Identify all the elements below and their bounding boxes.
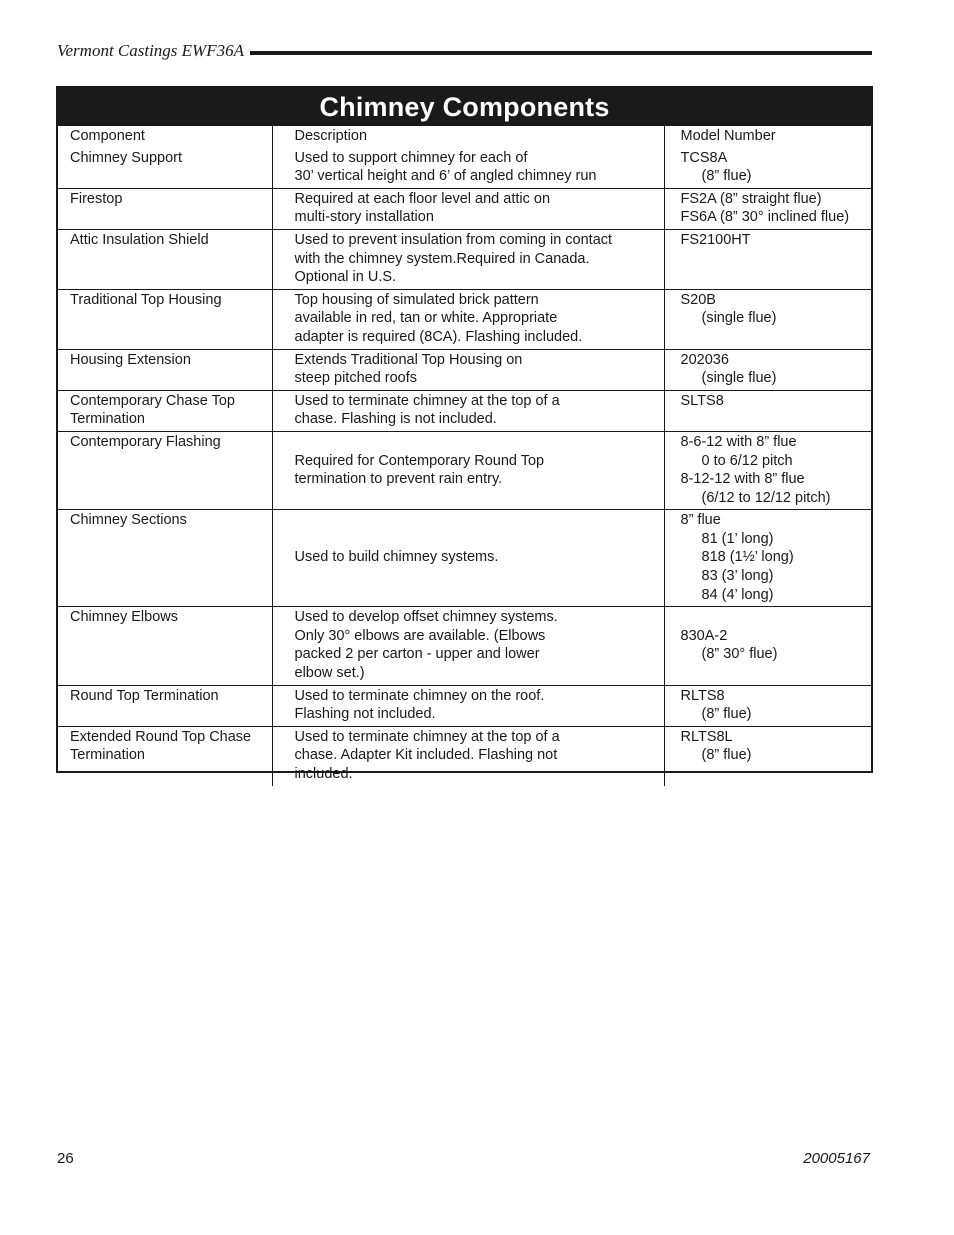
- description-text: termination to prevent rain entry.: [294, 471, 503, 488]
- model-detail-text: (6/12 to 12/12 pitch): [701, 489, 831, 506]
- model-number-text: FS6A (8” 30° inclined flue): [680, 209, 850, 226]
- table-row: [58, 349, 871, 390]
- model-number-text: S20B: [680, 291, 716, 308]
- model-number-text: RLTS8L: [680, 728, 733, 745]
- model-number-text: RLTS8: [680, 687, 725, 704]
- model-detail-text: (8” 30° flue): [701, 646, 778, 663]
- table-row: [58, 148, 871, 189]
- component-text: Housing Extension: [70, 351, 191, 368]
- cell-component: [58, 349, 272, 390]
- cell-model-number: [664, 431, 871, 509]
- table-title: Chimney Components: [58, 88, 871, 126]
- doc-number: 20005167: [803, 1150, 870, 1167]
- model-number-text: FS2100HT: [680, 231, 751, 248]
- model-detail-text: (single flue): [701, 310, 777, 327]
- cell-model-number: [664, 188, 871, 229]
- table-row: [58, 726, 871, 785]
- model-detail-text: 81 (1’ long): [701, 530, 774, 547]
- cell-component: [58, 188, 272, 229]
- cell-description: [272, 607, 664, 685]
- description-text: chase. Adapter Kit included. Flashing not: [294, 747, 558, 764]
- cell-component: [58, 607, 272, 685]
- description-text: 30’ vertical height and 6’ of angled chimney run: [294, 168, 597, 185]
- column-header-model: Model Number: [680, 128, 776, 144]
- component-text: Termination: [70, 747, 145, 764]
- cell-description: [272, 390, 664, 431]
- model-number-text: 8-12-12 with 8” flue: [680, 471, 805, 488]
- model-detail-text: 83 (3’ long): [701, 568, 774, 585]
- description-text: Used to terminate chimney at the top of a: [294, 728, 560, 745]
- cell-component: [58, 289, 272, 349]
- description-text: included.: [294, 766, 353, 782]
- description-text: adapter is required (8CA). Flashing included.: [294, 328, 583, 345]
- cell-description: [272, 148, 664, 189]
- model-number-text: 8” flue: [680, 512, 721, 529]
- page-number: 26: [57, 1150, 74, 1167]
- component-text: Termination: [70, 411, 145, 428]
- cell-component: [58, 390, 272, 431]
- component-text: Extended Round Top Chase: [70, 728, 252, 745]
- model-detail-text: (8” flue): [701, 706, 752, 723]
- description-text: Used to develop offset chimney systems.: [294, 609, 558, 626]
- cell-model-number: [664, 607, 871, 685]
- header-rule: [250, 51, 872, 55]
- cell-description: [272, 431, 664, 509]
- description-text: Required for Contemporary Round Top: [294, 452, 545, 469]
- model-detail-text: 818 (1½’ long): [701, 549, 794, 566]
- cell-model-number: [664, 289, 871, 349]
- cell-model-number: [664, 229, 871, 289]
- cell-component: [58, 510, 272, 607]
- description-text: multi-story installation: [294, 209, 434, 226]
- cell-model-number: [664, 685, 871, 726]
- components-grid: [58, 126, 871, 786]
- header-title: Vermont Castings EWF36A: [57, 41, 244, 60]
- cell-component: [58, 431, 272, 509]
- column-header-component: Component: [58, 126, 272, 148]
- component-text: Chimney Support: [70, 149, 183, 166]
- description-text: packed 2 per carton - upper and lower: [294, 646, 540, 663]
- description-text: Used to prevent insulation from coming in contact: [294, 231, 613, 248]
- cell-description: [272, 188, 664, 229]
- cell-component: [58, 685, 272, 726]
- description-text: Flashing not included.: [294, 706, 436, 723]
- model-number-text: 830A-2: [680, 627, 728, 644]
- description-text: Used to terminate chimney on the roof.: [294, 687, 545, 704]
- component-text: Attic Insulation Shield: [70, 231, 209, 248]
- component-text: Chimney Elbows: [70, 609, 178, 626]
- table-row: [58, 390, 871, 431]
- cell-component: [58, 726, 272, 785]
- table-row: [58, 431, 871, 509]
- table-row: [58, 510, 871, 607]
- component-text: Contemporary Flashing: [70, 433, 221, 450]
- component-text: Contemporary Chase Top: [70, 392, 235, 409]
- description-text: Top housing of simulated brick pattern: [294, 291, 539, 308]
- description-text: Used to support chimney for each of: [294, 149, 528, 166]
- cell-component: [58, 148, 272, 189]
- description-text: Used to build chimney systems.: [294, 549, 499, 566]
- table-row: [58, 229, 871, 289]
- description-text: Only 30° elbows are available. (Elbows: [294, 627, 546, 644]
- model-number-text: TCS8A: [680, 149, 728, 166]
- table-row: [58, 607, 871, 685]
- description-text: with the chimney system.Required in Canada.: [294, 250, 590, 267]
- table-header-row: [58, 126, 871, 148]
- model-detail-text: (8” flue): [701, 747, 752, 764]
- cell-model-number: [664, 390, 871, 431]
- model-detail-text: 0 to 6/12 pitch: [701, 452, 793, 469]
- cell-component: [58, 229, 272, 289]
- component-text: Traditional Top Housing: [70, 291, 222, 308]
- cell-description: [272, 510, 664, 607]
- cell-description: [272, 289, 664, 349]
- cell-model-number: [664, 726, 871, 785]
- model-detail-text: (8” flue): [701, 168, 752, 185]
- page-header: [57, 39, 872, 63]
- description-text: Used to terminate chimney at the top of a: [294, 392, 560, 409]
- cell-model-number: [664, 349, 871, 390]
- cell-model-number: [664, 148, 871, 189]
- description-text: available in red, tan or white. Appropriate: [294, 310, 558, 327]
- description-text: Extends Traditional Top Housing on: [294, 351, 523, 368]
- model-number-text: 202036: [680, 351, 729, 368]
- chimney-components-table: [56, 86, 873, 782]
- table-row: [58, 685, 871, 726]
- cell-description: [272, 349, 664, 390]
- model-number-text: 8-6-12 with 8” flue: [680, 433, 797, 450]
- cell-model-number: [664, 510, 871, 607]
- description-text: Optional in U.S.: [294, 269, 397, 286]
- model-detail-text: (single flue): [701, 370, 777, 387]
- table-row: [58, 289, 871, 349]
- description-text: chase. Flashing is not included.: [294, 411, 497, 428]
- model-number-text: SLTS8: [680, 392, 724, 409]
- component-text: Chimney Sections: [70, 512, 187, 529]
- component-text: Round Top Termination: [70, 687, 219, 704]
- description-text: steep pitched roofs: [294, 370, 418, 387]
- cell-description: [272, 229, 664, 289]
- description-text: elbow set.): [294, 665, 365, 682]
- model-number-text: FS2A (8” straight flue): [680, 190, 822, 207]
- cell-description: [272, 685, 664, 726]
- model-detail-text: 84 (4’ long): [701, 586, 774, 603]
- description-text: Required at each floor level and attic on: [294, 190, 551, 207]
- cell-description: [272, 726, 664, 785]
- column-header-description: Description: [272, 126, 664, 148]
- component-text: Firestop: [70, 190, 123, 207]
- table-row: [58, 188, 871, 229]
